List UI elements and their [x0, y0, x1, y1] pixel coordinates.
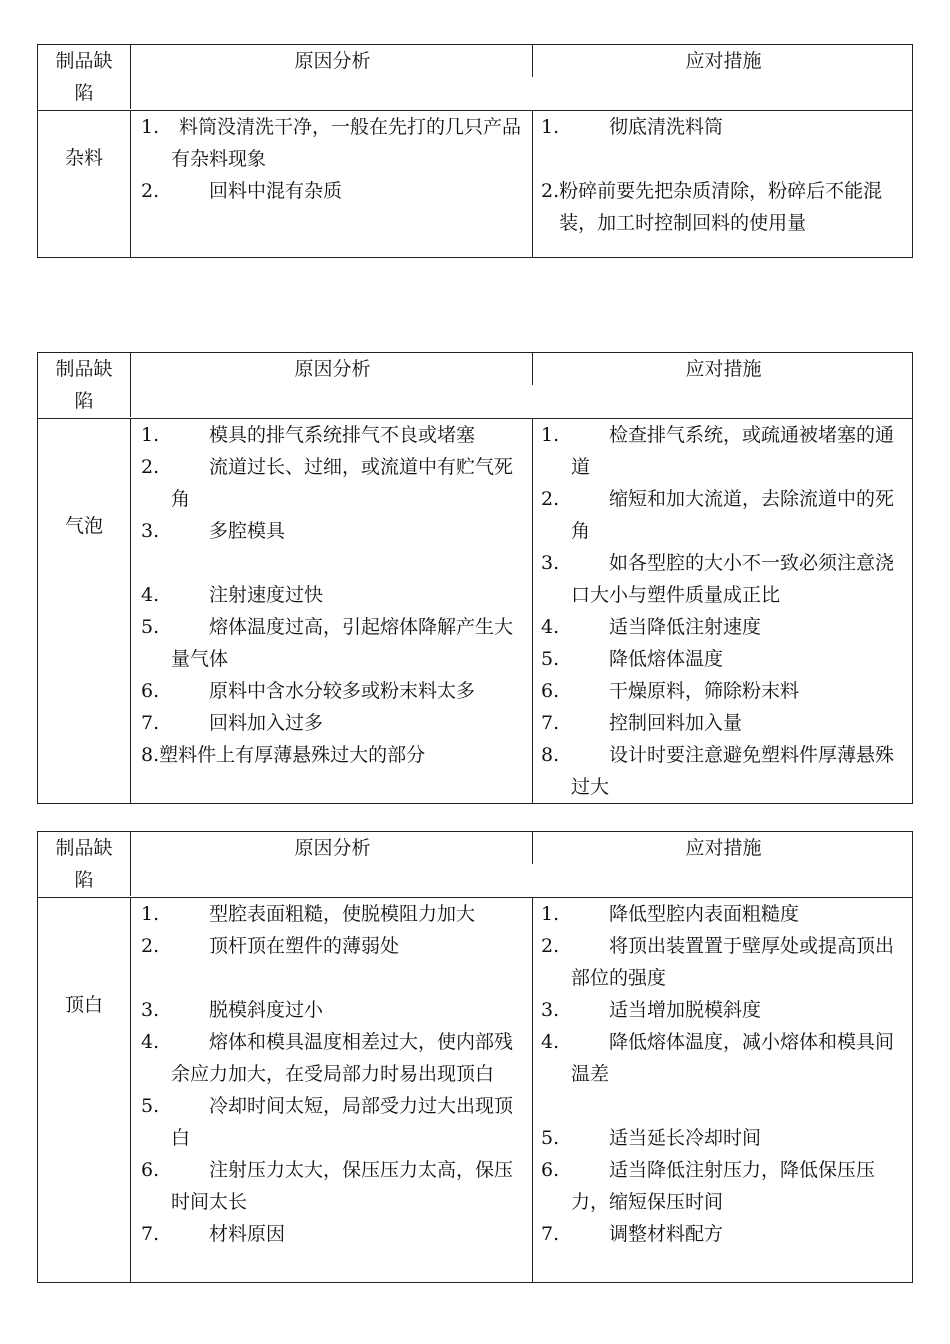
measure-list [533, 898, 912, 1282]
defect-table-3 [37, 831, 913, 1283]
cause-list [131, 419, 533, 803]
header-measure: 应对措施 [685, 50, 762, 72]
header-measure: 应对措施 [685, 837, 762, 859]
header-cause: 原因分析 [131, 353, 533, 385]
measure-list [533, 111, 912, 257]
measure-item: 1. 检查排气系统，或疏通被堵塞的通道 [541, 424, 895, 478]
measure-list [533, 419, 912, 803]
cause-item: 1. 型腔表面粗糙，使脱模阻力加大 [141, 903, 476, 925]
table-header-row [38, 45, 912, 111]
header-defect: 制品缺陷 [38, 353, 131, 417]
header-defect: 制品缺陷 [38, 45, 131, 109]
cause-item: 4. 注射速度过快 [141, 584, 324, 606]
cause-item: 8. 塑料件上有厚薄悬殊过大的部分 [141, 744, 426, 766]
measure-item: 3. 适当增加脱模斜度 [541, 999, 762, 1021]
measure-item: 1. 彻底清洗料筒 [541, 116, 724, 138]
cause-item: 4. 熔体和模具温度相差过大，使内部残余应力加大，在受局部力时易出现顶白 [141, 1031, 514, 1085]
defect-table-2 [37, 352, 913, 804]
cause-item: 5. 冷却时间太短，局部受力过大出现顶白 [141, 1095, 514, 1149]
cause-item: 3. 多腔模具 [141, 520, 286, 542]
measure-item: 5. 适当延长冷却时间 [541, 1127, 762, 1149]
cause-item: 7. 回料加入过多 [141, 712, 324, 734]
measure-item: 4. 适当降低注射速度 [541, 616, 762, 638]
cause-item: 1. 料筒没清洗干净，一般在先打的几只产品有杂料现象 [141, 116, 522, 170]
cause-item: 2. 流道过长、过细，或流道中有贮气死角 [141, 456, 514, 510]
measure-item: 4. 降低熔体温度，减小熔体和模具间温差 [541, 1031, 895, 1085]
cause-list [131, 898, 533, 1282]
header-cause: 原因分析 [131, 45, 533, 77]
measure-item: 7. 调整材料配方 [541, 1223, 724, 1245]
header-cause: 原因分析 [131, 832, 533, 864]
cause-item: 3. 脱模斜度过小 [141, 999, 324, 1021]
cause-item: 7. 材料原因 [141, 1223, 286, 1245]
measure-item: 7. 控制回料加入量 [541, 712, 743, 734]
cause-item: 1. 模具的排气系统排气不良或堵塞 [141, 424, 476, 446]
table-body-row [38, 419, 912, 803]
measure-item: 2. 粉碎前要先把杂质清除，粉碎后不能混装，加工时控制回料的使用量 [541, 180, 883, 234]
measure-item: 2. 缩短和加大流道，去除流道中的死角 [541, 488, 895, 542]
cause-item: 2. 回料中混有杂质 [141, 180, 343, 202]
measure-item: 1. 降低型腔内表面粗糙度 [541, 903, 800, 925]
defect-label: 杂料 [38, 111, 131, 257]
measure-item: 8. 设计时要注意避免塑料件厚薄悬殊过大 [541, 744, 895, 798]
defect-label: 气泡 [38, 419, 131, 803]
header-defect: 制品缺陷 [38, 832, 131, 896]
cause-item: 6. 注射压力太大，保压压力太高，保压时间太长 [141, 1159, 514, 1213]
measure-item: 2. 将顶出装置置于壁厚处或提高顶出部位的强度 [541, 935, 895, 989]
measure-item: 5. 降低熔体温度 [541, 648, 724, 670]
header-measure: 应对措施 [685, 358, 762, 380]
cause-item: 6. 原料中含水分较多或粉末料太多 [141, 680, 476, 702]
measure-item: 3. 如各型腔的大小不一致必须注意浇口大小与塑件质量成正比 [541, 552, 895, 606]
table-header-row [38, 353, 912, 419]
table-header-row [38, 832, 912, 898]
measure-item: 6. 干燥原料，筛除粉末料 [541, 680, 800, 702]
cause-item: 5. 熔体温度过高，引起熔体降解产生大量气体 [141, 616, 514, 670]
measure-item: 6. 适当降低注射压力，降低保压压力，缩短保压时间 [541, 1159, 876, 1213]
table-body-row [38, 898, 912, 1282]
defect-table-1 [37, 44, 913, 258]
defect-label: 顶白 [38, 898, 131, 1282]
cause-item: 2. 顶杆顶在塑件的薄弱处 [141, 935, 400, 957]
table-body-row [38, 111, 912, 257]
cause-list [131, 111, 533, 257]
